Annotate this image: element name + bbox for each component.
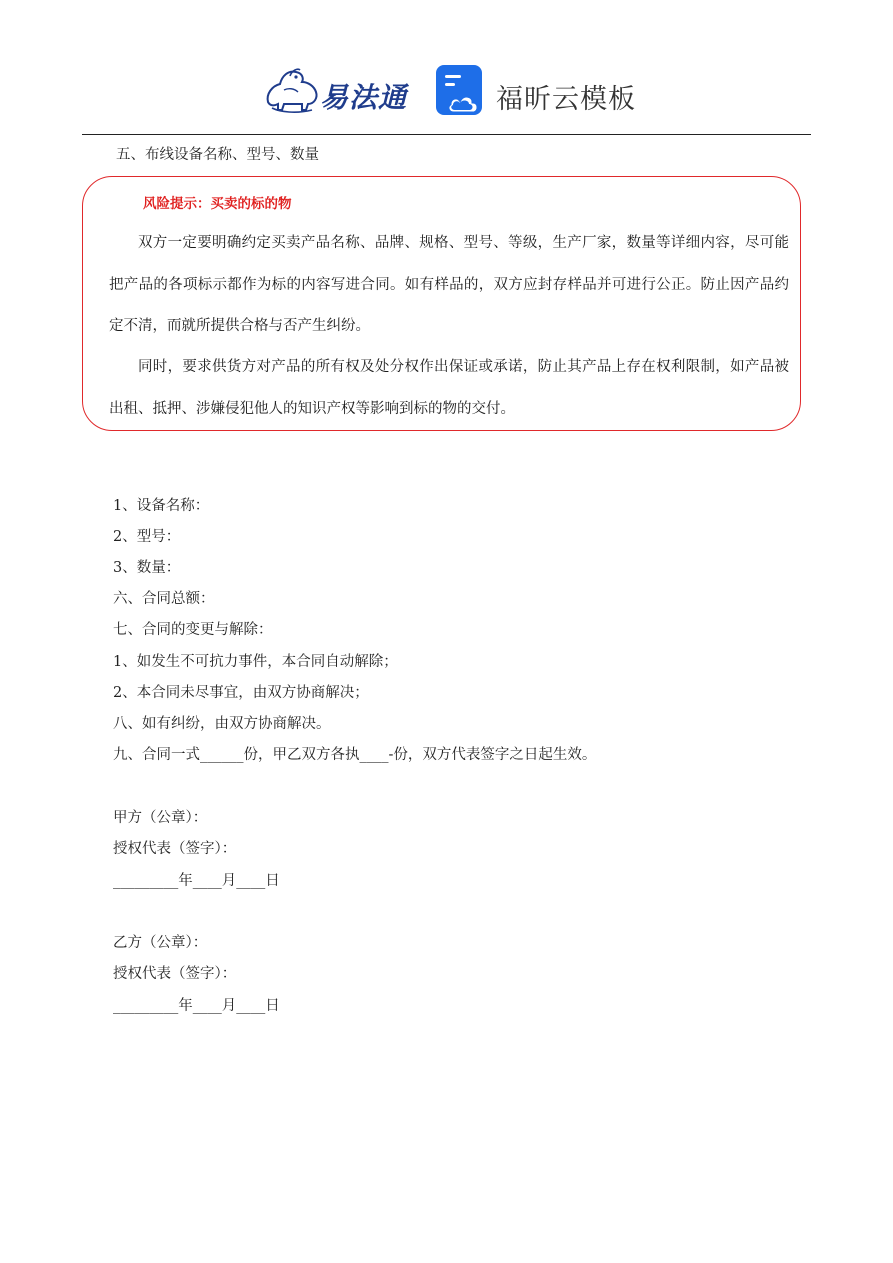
party-b-date: _________年____月____日 (113, 998, 280, 1014)
total-amount-item: 六、合同总额： (113, 591, 215, 607)
qilin-emblem-icon (262, 64, 322, 116)
party-b-seal: 乙方（公章）： (113, 935, 208, 951)
page-header (0, 58, 893, 124)
contract-change-clause: 2、本合同未尽事宜，由双方协商解决； (113, 685, 369, 701)
header-divider (82, 134, 811, 135)
fuxin-logo (436, 65, 636, 117)
quantity-item: 3、数量： (113, 560, 181, 576)
model-item: 2、型号： (113, 529, 181, 545)
copies-clause: 九、合同一式______份，甲乙双方各执____-份，双方代表签字之日起生效。 (113, 747, 597, 763)
risk-paragraph: 双方一定要明确约定买卖产品名称、品牌、规格、型号、等级，生产厂家，数量等详细内容，尽可能把产品的各项标示都作为标的内容写进合同。如有样品的，双方应封存样品并可进行公正。防止因产品约定不清，而就所提供合格与否产生纠纷。 (109, 235, 789, 334)
party-a-seal: 甲方（公章）： (113, 810, 208, 826)
risk-warning-title: 风险提示：买卖的标的物 (143, 196, 292, 212)
equipment-name-item: 1、设备名称： (113, 498, 210, 514)
fuxin-brand-text: 福昕云模板 (496, 84, 636, 115)
cloud-template-icon (436, 65, 488, 117)
contract-change-title: 七、合同的变更与解除： (113, 622, 273, 638)
party-b-representative: 授权代表（签字）： (113, 966, 237, 982)
risk-warning-box (82, 176, 801, 431)
risk-paragraph: 同时，要求供货方对产品的所有权及处分权作出保证或承诺，防止其产品上存在权利限制，如产品被出租、抵押、涉嫌侵犯他人的知识产权等影响到标的物的交付。 (109, 359, 789, 417)
party-a-representative: 授权代表（签字）： (113, 841, 237, 857)
yifatong-brand-text: 易法通 (320, 81, 408, 114)
dispute-clause: 八、如有纠纷，由双方协商解决。 (113, 716, 331, 732)
contract-change-clause: 1、如发生不可抗力事件，本合同自动解除； (113, 654, 398, 670)
yifatong-logo (262, 64, 412, 116)
party-a-date: _________年____月____日 (113, 873, 280, 889)
section-five-title: 五、布线设备名称、型号、数量 (116, 147, 319, 163)
